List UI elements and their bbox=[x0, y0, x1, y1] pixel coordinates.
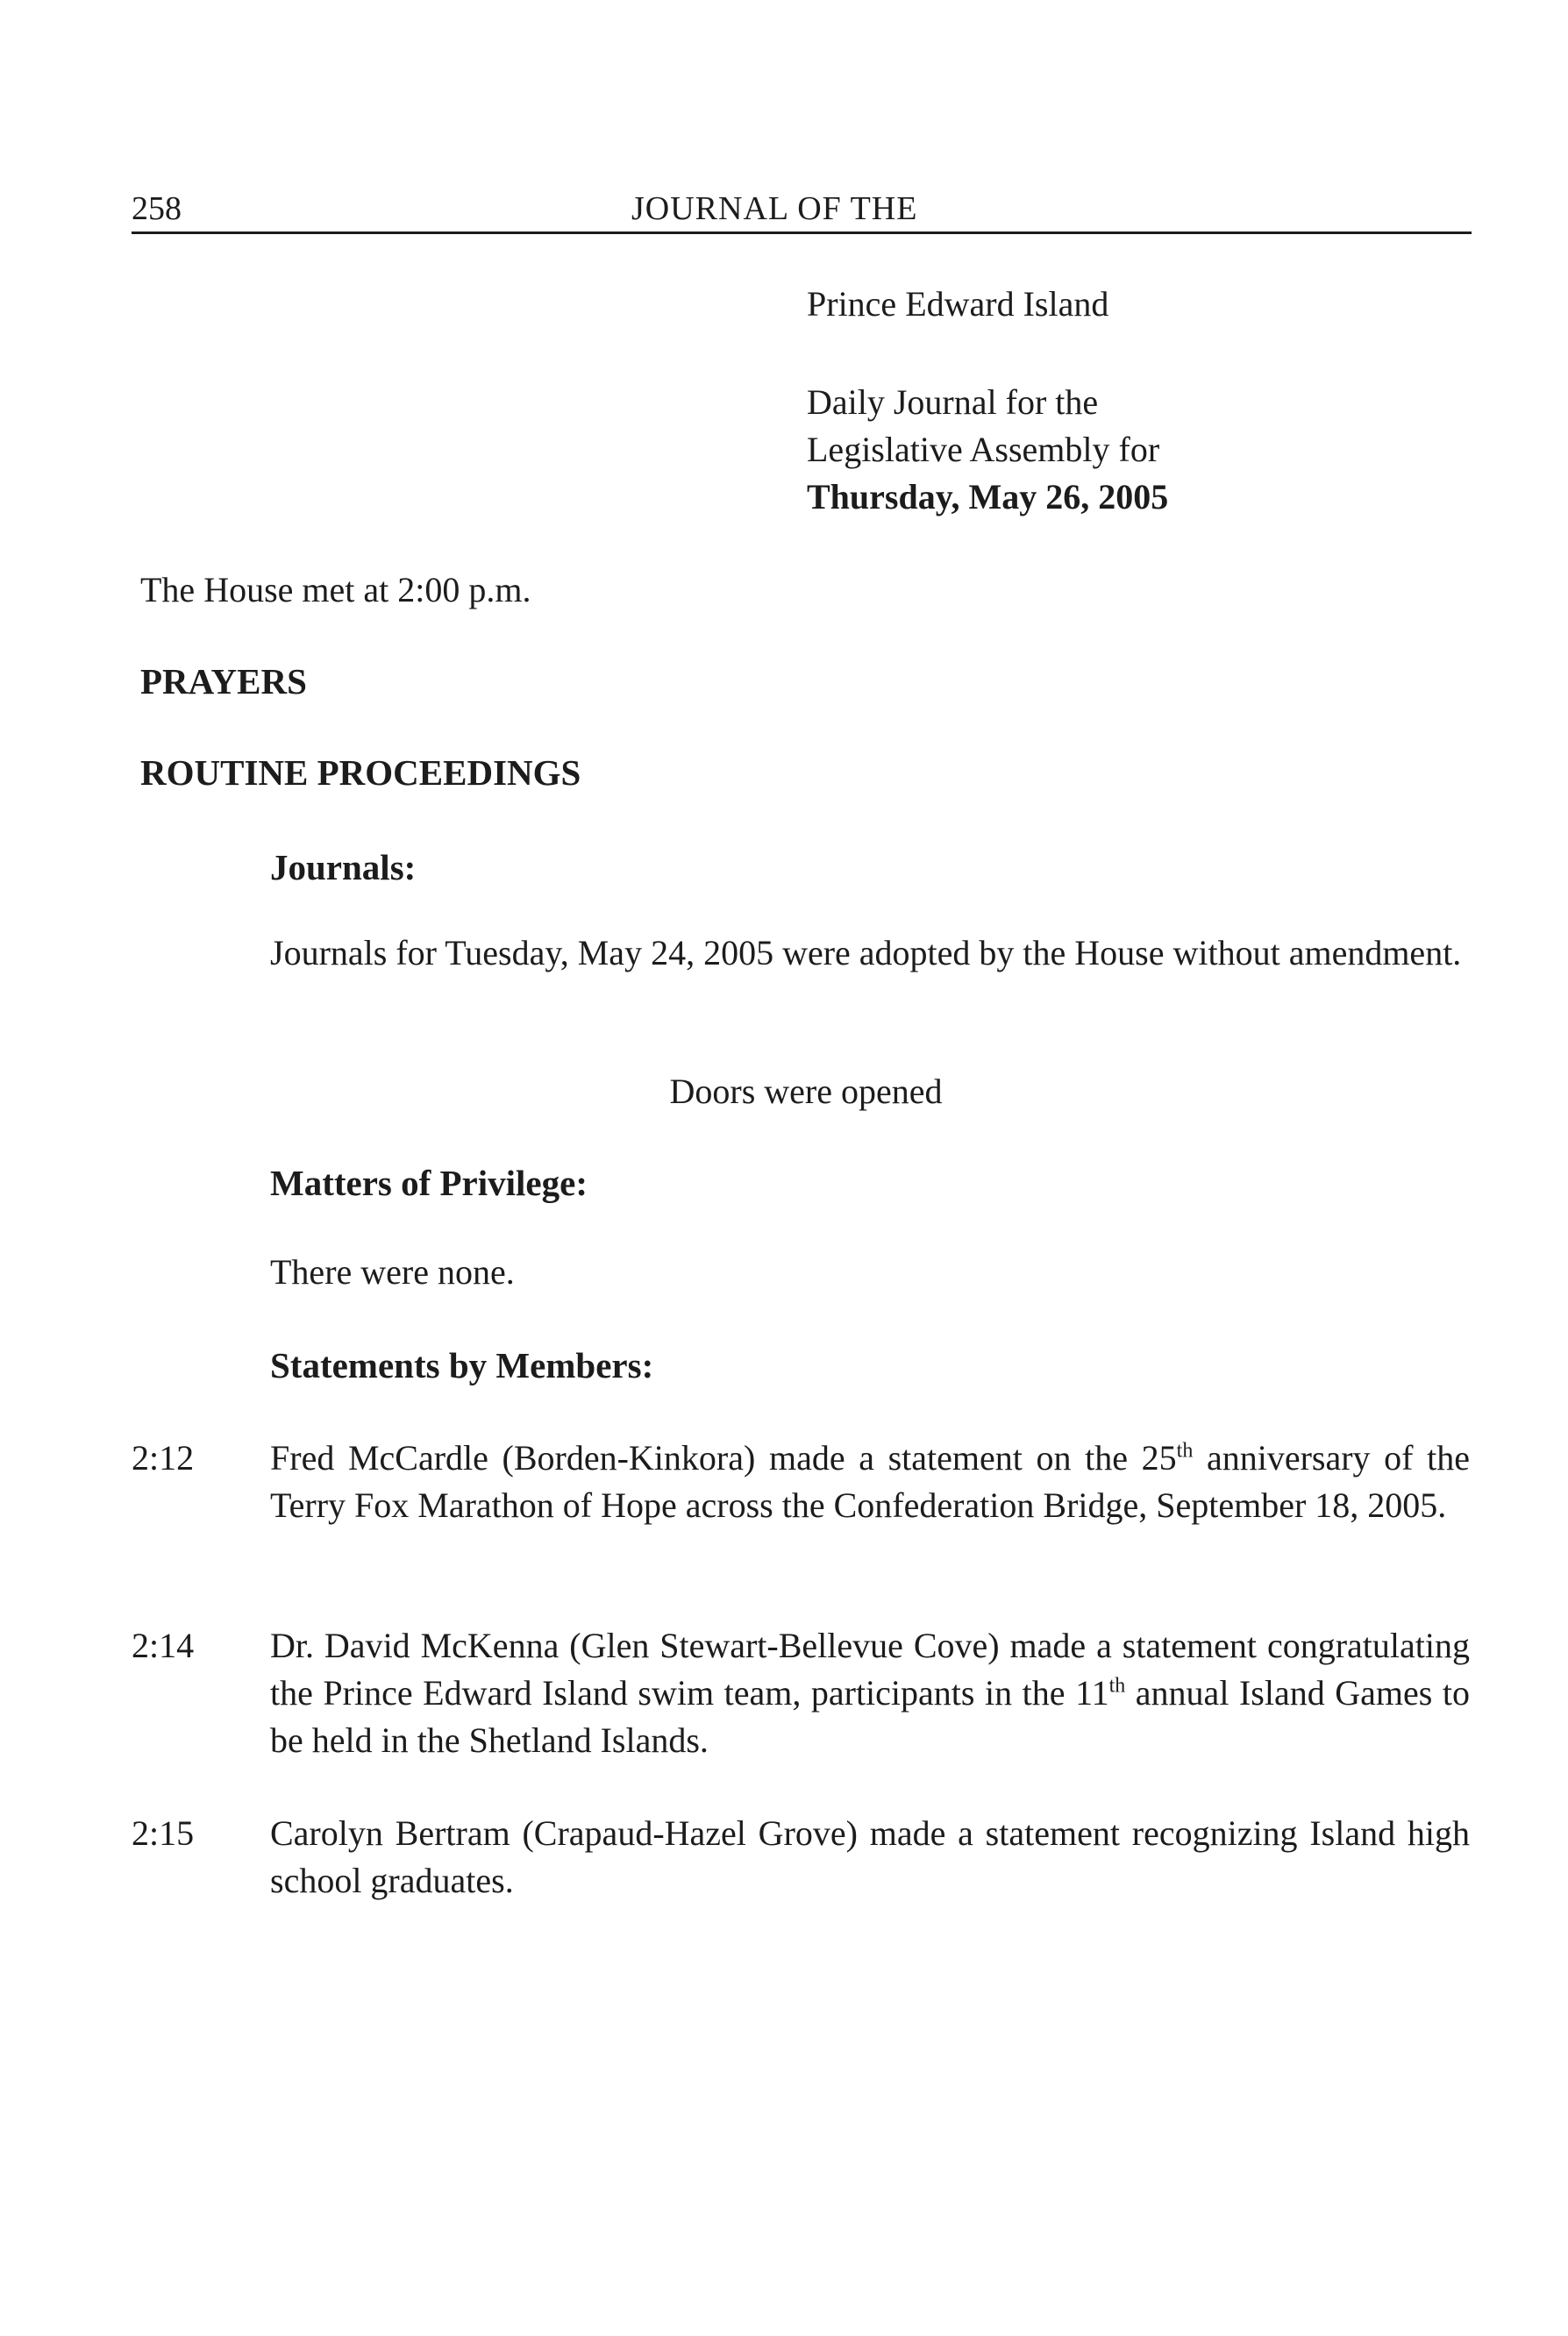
running-head: JOURNAL OF THE bbox=[631, 190, 918, 227]
statement-time: 2:15 bbox=[132, 1813, 195, 1853]
journals-heading: Journals: bbox=[270, 847, 417, 887]
privilege-text: There were none. bbox=[270, 1252, 515, 1292]
statement-time: 2:12 bbox=[132, 1438, 195, 1478]
house-met-text: The House met at 2:00 p.m. bbox=[140, 570, 531, 609]
page-header bbox=[132, 184, 1472, 234]
statement-text: Carolyn Bertram (Crapaud-Hazel Grove) made a statement recognizing Island high school graduates. bbox=[270, 1813, 1470, 1900]
statement-text: Dr. David McKenna (Glen Stewart-Bellevue Cove) made a statement congratulating the Prince Edward Island swim team, participants in the 11th annual Island Games to be held in the Shetland Islands. bbox=[270, 1626, 1470, 1760]
page-number: 258 bbox=[132, 190, 182, 227]
statement-text: Fred McCardle (Borden-Kinkora) made a statement on the 25th anniversary of the Terry Fox Marathon of Hope across the Confederation Bridge, September 18, 2005. bbox=[270, 1438, 1470, 1525]
journal-title-line-2: Legislative Assembly for bbox=[807, 430, 1160, 469]
doors-opened-text: Doors were opened bbox=[669, 1072, 943, 1111]
routine-proceedings-heading: ROUTINE PROCEEDINGS bbox=[140, 752, 581, 793]
journal-title-line-1: Daily Journal for the bbox=[807, 382, 1099, 422]
matters-of-privilege-heading: Matters of Privilege: bbox=[270, 1163, 588, 1203]
statements-by-members-heading: Statements by Members: bbox=[270, 1345, 654, 1385]
statement-time: 2:14 bbox=[132, 1626, 195, 1665]
journal-title-block bbox=[807, 281, 1473, 521]
journals-text: Journals for Tuesday, May 24, 2005 were adopted by the House without amendment. bbox=[270, 933, 1462, 972]
sitting-date: Thursday, May 26, 2005 bbox=[807, 477, 1169, 516]
prayers-heading: PRAYERS bbox=[140, 661, 307, 702]
province-name: Prince Edward Island bbox=[807, 284, 1109, 324]
